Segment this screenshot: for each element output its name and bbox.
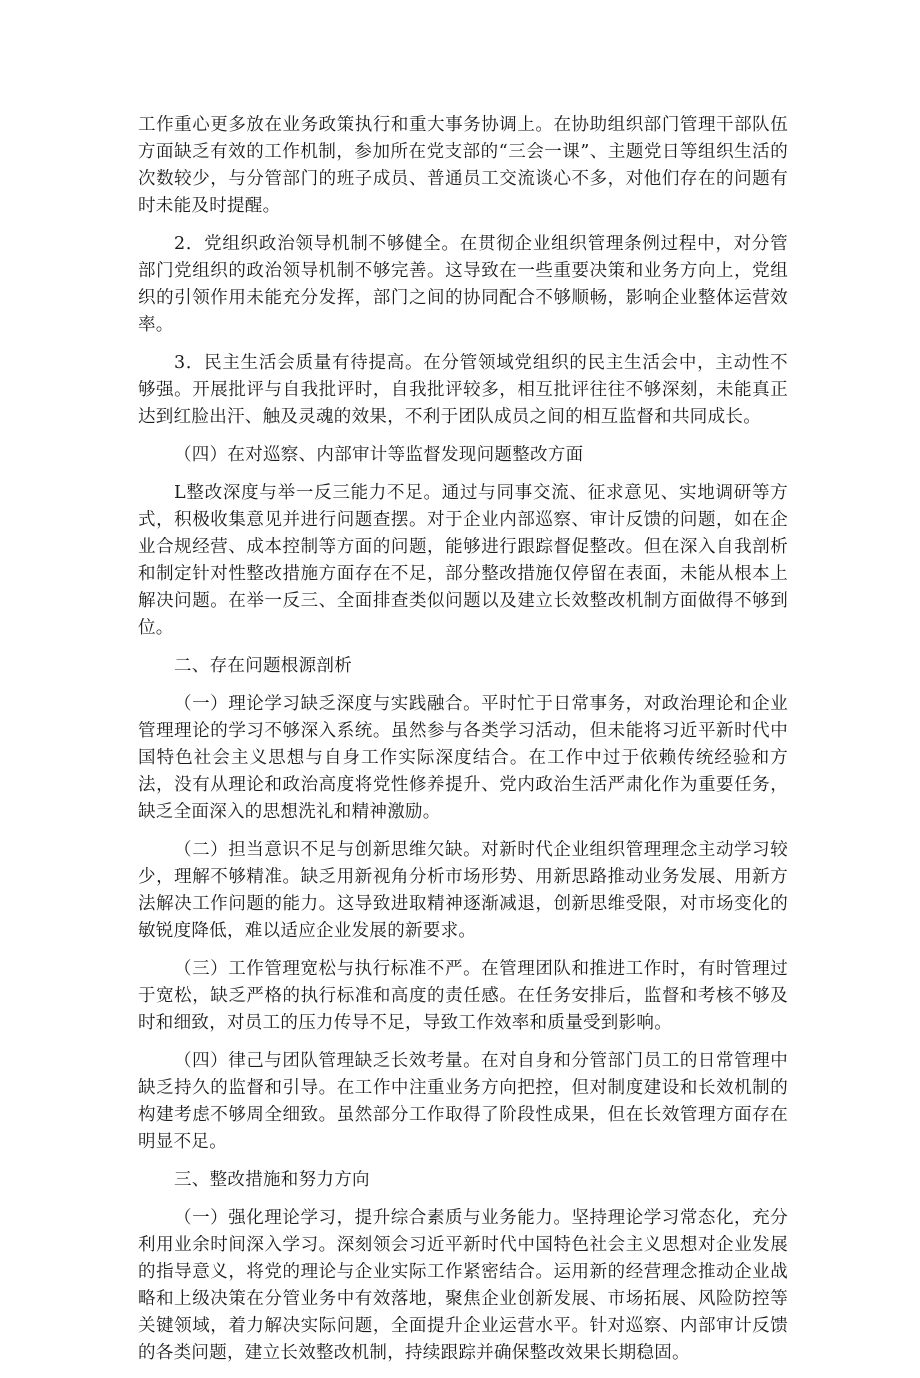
section-heading-2: 二、存在问题根源剖析 bbox=[174, 656, 352, 676]
paragraph-measure-1: （一）强化理论学习，提升综合素质与业务能力。坚持理论学习常态化，充分利用业余时间深入学习。深刻领会习近平新时代中国特色社会主义思想对企业发展的指导意义，将党的理论与企业实际工作紧密结合。运用新的经营理念推动企业战略和上级决策在分管业务中有效落地，聚焦企业创新发展、市场拓展、风险防控等关键领域，着力解决实际问题，全面提升企业运营水平。针对巡察、内部审计反馈的各类问题，建立长效整改机制，持续跟踪并确保整改效果长期稳固。 bbox=[138, 1208, 788, 1363]
document-body bbox=[138, 112, 788, 1378]
paragraph-cause-1: （一）理论学习缺乏深度与实践融合。平时忙于日常事务，对政治理论和企业管理理论的学习不够深入系统。虽然参与各类学习活动，但未能将习近平新时代中国特色社会主义思想与自身工作实际深度结合。在工作中过于依赖传统经验和方法，没有从理论和政治高度将党性修养提升、党内政治生活严肃化作为重要任务，缺乏全面深入的思想洗礼和精神激励。 bbox=[138, 694, 788, 822]
paragraph-item-3: 3．民主生活会质量有待提高。在分管领域党组织的民主生活会中，主动性不够强。开展批评与自我批评时，自我批评较多，相互批评往往不够深刻，未能真正达到红脸出汗、触及灵魂的效果，不利于团队成员之间的相互监督和共同成长。 bbox=[138, 353, 788, 427]
section-heading-3: 三、整改措施和努力方向 bbox=[174, 1170, 370, 1190]
paragraph-continuation: 工作重心更多放在业务政策执行和重大事务协调上。在协助组织部门管理干部队伍方面缺乏有效的工作机制，参加所在党支部的“三会一课”、主题党日等组织生活的次数较少，与分管部门的班子成员、普通员工交流谈心不多，对他们存在的问题有时未能及时提醒。 bbox=[138, 115, 788, 216]
paragraph-item-2: 2．党组织政治领导机制不够健全。在贯彻企业组织管理条例过程中，对分管部门党组织的政治领导机制不够完善。这导致在一些重要决策和业务方向上，党组织的引领作用未能充分发挥，部门之间的协同配合不够顺畅，影响企业整体运营效率。 bbox=[138, 234, 788, 335]
paragraph-cause-3: （三）工作管理宽松与执行标准不严。在管理团队和推进工作时，有时管理过于宽松，缺乏严格的执行标准和高度的责任感。在任务安排后，监督和考核不够及时和细致，对员工的压力传导不足，导致工作效率和质量受到影响。 bbox=[138, 959, 788, 1033]
paragraph-cause-4: （四）律己与团队管理缺乏长效考量。在对自身和分管部门员工的日常管理中缺乏持久的监督和引导。在工作中注重业务方向把控，但对制度建设和长效机制的构建考虑不够周全细致。虽然部分工作取得了阶段性成果，但在长效管理方面存在明显不足。 bbox=[138, 1051, 788, 1152]
paragraph-item-1: L整改深度与举一反三能力不足。通过与同事交流、征求意见、实地调研等方式，积极收集意见并进行问题查摆。对于企业内部巡察、审计反馈的问题，如在企业合规经营、成本控制等方面的问题，能够进行跟踪督促整改。但在深入自我剖析和制定针对性整改措施方面存在不足，部分整改措施仅停留在表面，未能从根本上解决问题。在举一反三、全面排查类似问题以及建立长效整改机制方面做得不够到位。 bbox=[138, 483, 788, 638]
subheading-4: （四）在对巡察、内部审计等监督发现问题整改方面 bbox=[174, 445, 584, 465]
paragraph-cause-2: （二）担当意识不足与创新思维欠缺。对新时代企业组织管理理念主动学习较少，理解不够精准。缺乏用新视角分析市场形势、用新思路推动业务发展、用新方法解决工作问题的能力。这导致进取精神逐渐减退，创新思维受限，对市场变化的敏锐度降低，难以适应企业发展的新要求。 bbox=[138, 840, 788, 941]
